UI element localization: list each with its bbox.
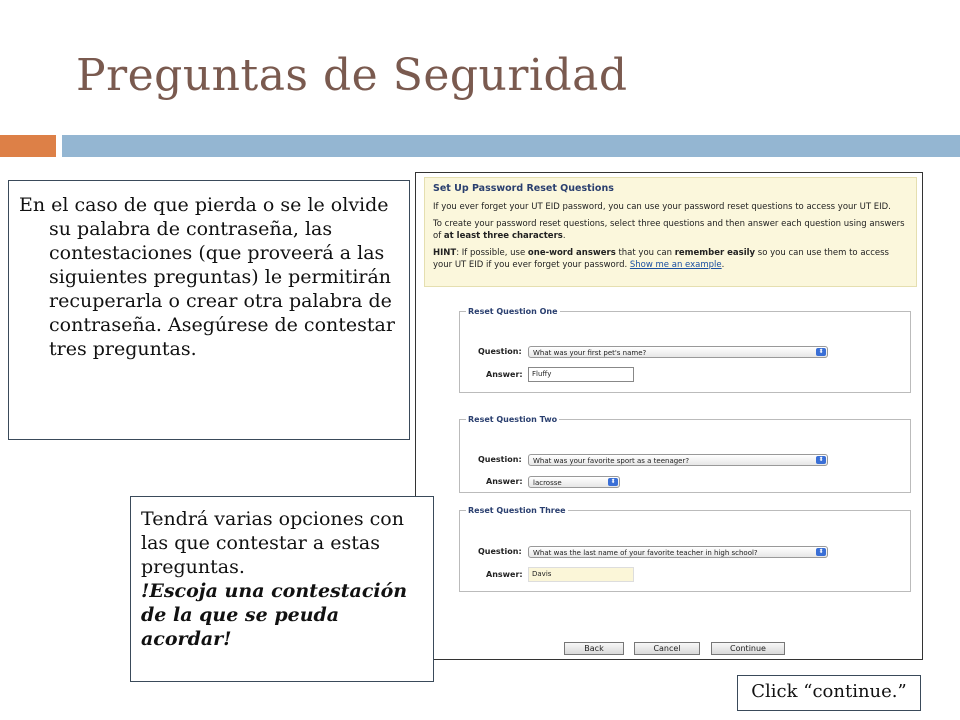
- answer-three-input[interactable]: Davis: [528, 567, 634, 582]
- answer-label: Answer:: [486, 570, 523, 579]
- instructions-text: To create your password reset questions, select three questions and then answer each question using answers of: [433, 219, 905, 241]
- question-three-select[interactable]: [528, 546, 828, 558]
- form-instructions: [433, 218, 908, 242]
- continue-callout: Click “continue.”: [737, 675, 921, 711]
- question-label: Question:: [478, 547, 522, 556]
- question-three-value: What was the last name of your favorite teacher in high school?: [533, 549, 758, 557]
- reset-question-two-legend: Reset Question Two: [468, 415, 558, 424]
- options-callout-emphasis: !Escoja una contestación de la que se peuda acordar!: [141, 580, 408, 650]
- instructions-bold: at least three characters: [443, 231, 563, 241]
- hint-label: HINT: [433, 248, 457, 258]
- form-intro: If you ever forget your UT EID password, you can use your password reset questions to access your UT EID.: [433, 202, 891, 212]
- options-callout-text: Tendrá varias opciones con las que contestar a estas preguntas.: [141, 508, 404, 578]
- answer-one-input[interactable]: Fluffy: [528, 367, 634, 382]
- show-example-link[interactable]: Show me an example: [629, 260, 722, 270]
- hint-text-end: so you can use them to access your UT EID if you ever forget your password.: [433, 248, 889, 270]
- cancel-button[interactable]: Cancel: [634, 642, 700, 655]
- options-callout-body: [141, 507, 423, 651]
- hint-period: .: [721, 260, 725, 270]
- intro-callout: [8, 180, 410, 440]
- answer-two-value: lacrosse: [533, 479, 562, 487]
- question-one-value: What was your first pet's name?: [533, 349, 647, 357]
- instructions-box: [424, 177, 917, 287]
- question-one-select[interactable]: [528, 346, 828, 358]
- slide-title: Preguntas de Seguridad: [76, 50, 628, 101]
- hint-bold-remember: remember easily: [674, 248, 756, 258]
- question-two-value: What was your favorite sport as a teenager?: [533, 457, 690, 465]
- select-arrows-icon: ⬍: [816, 548, 826, 556]
- accent-bar-orange: [0, 135, 56, 157]
- reset-question-three: [459, 506, 911, 592]
- continue-button[interactable]: Continue: [711, 642, 785, 655]
- reset-question-one-legend: Reset Question One: [468, 307, 558, 316]
- select-arrows-icon: ⬍: [816, 348, 826, 356]
- hint-text-mid: that you can: [615, 248, 675, 258]
- form-hint: [433, 247, 908, 271]
- options-callout: [130, 496, 434, 682]
- hint-text: : If possible, use: [456, 248, 528, 258]
- question-two-select[interactable]: [528, 454, 828, 466]
- reset-question-three-legend: Reset Question Three: [468, 506, 566, 515]
- form-heading: Set Up Password Reset Questions: [433, 183, 614, 194]
- back-button[interactable]: Back: [564, 642, 624, 655]
- reset-question-two: [459, 415, 911, 493]
- select-arrows-icon: ⬍: [816, 456, 826, 464]
- hint-bold-one-word: one-word answers: [527, 248, 616, 258]
- intro-callout-text: En el caso de que pierda o se le olvide su palabra de contraseña, las contestaciones (que proveerá a las siguientes preguntas) le permitirán recuperarla o crear otra palabra de contraseña. Asegúrese de contestar tres preguntas.: [19, 194, 395, 360]
- question-label: Question:: [478, 455, 522, 464]
- instructions-end: .: [562, 231, 566, 241]
- reset-question-one: [459, 307, 911, 393]
- answer-label: Answer:: [486, 477, 523, 486]
- form-screenshot: [415, 172, 923, 660]
- select-arrows-icon: ⬍: [608, 478, 618, 486]
- answer-two-select[interactable]: [528, 476, 620, 488]
- question-label: Question:: [478, 347, 522, 356]
- answer-label: Answer:: [486, 370, 523, 379]
- accent-bar-blue: [62, 135, 960, 157]
